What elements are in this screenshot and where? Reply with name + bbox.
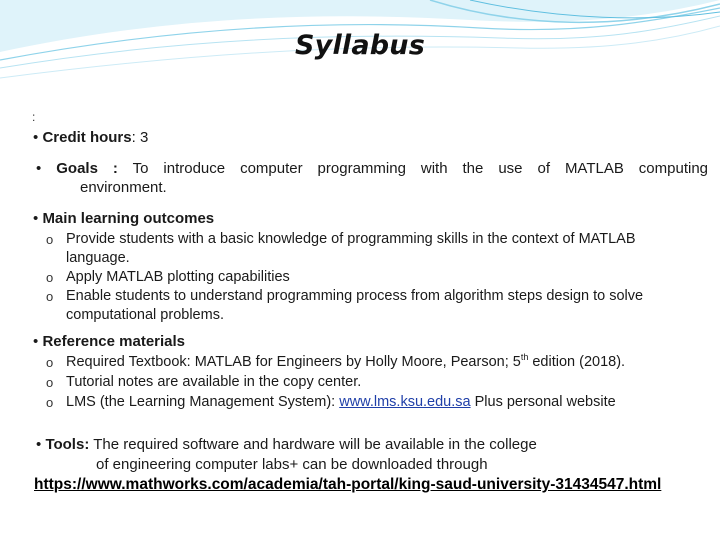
goals-text: To introduce computer programming with the use of MATLAB computing [132,160,709,177]
page-title: Syllabus [295,30,425,61]
references-heading: Reference materials [42,333,186,350]
mathworks-link[interactable]: https://www.mathworks.com/academia/tah-portal/king-saud-university-31434547.html [34,476,662,493]
outcome-item-3-line2: computational problems. [66,307,224,323]
tools-line [36,436,537,454]
sub-bullet: o [46,289,54,304]
tools-text-continued: of engineering computer labs+ can be downloaded through [96,456,488,473]
bullet: • [36,160,42,177]
credit-hours-value: : 3 [131,129,149,146]
bullet: • [33,129,39,146]
outcome-item-1-line1: Provide students with a basic knowledge of programming skills in the context of MATLAB [66,231,636,247]
lms-link[interactable]: www.lms.ksu.edu.sa [339,394,471,410]
goals-label: Goals [56,160,98,177]
sub-bullet: o [46,355,54,370]
credit-hours-label: Credit hours [42,129,132,146]
goals-text-continued: environment. [80,179,167,196]
goals-sep: : [112,160,118,177]
reference-item-3 [66,393,616,412]
outcome-item-1-line2: language. [66,250,130,266]
reference-item-1 [66,353,625,372]
outcome-item-3-line1: Enable students to understand programming process from algorithm steps design to solve [66,288,644,304]
sub-bullet: o [46,375,54,390]
bullet: • [33,333,39,350]
credit-hours-line [33,129,148,147]
outcomes-heading-line [33,210,214,228]
stray-colon: : [32,110,36,124]
sub-bullet: o [46,270,54,285]
tools-label: Tools: [45,436,90,453]
outcome-item-3 [66,287,643,325]
outcome-item-2: Apply MATLAB plotting capabilities [66,269,290,285]
sub-bullet: o [46,232,54,247]
tools-text: The required software and hardware will be available in the college [89,436,537,453]
goals-line [36,160,708,178]
bullet: • [33,210,39,227]
outcomes-heading: Main learning outcomes [42,210,215,227]
sub-bullet: o [46,395,54,410]
reference-item-3-text: LMS (the Learning Management System): [66,394,340,410]
references-heading-line [33,333,185,351]
reference-item-2: Tutorial notes are available in the copy center. [66,374,362,390]
reference-item-1-sup: th [520,352,529,363]
outcome-item-1 [66,230,636,268]
reference-item-1-text: Required Textbook: MATLAB for Engineers by Holly Moore, Pearson; 5 [66,354,521,370]
bullet: • [36,436,42,453]
reference-item-1-edition: edition (2018). [528,354,626,370]
reference-item-3-suffix: Plus personal website [470,394,616,410]
